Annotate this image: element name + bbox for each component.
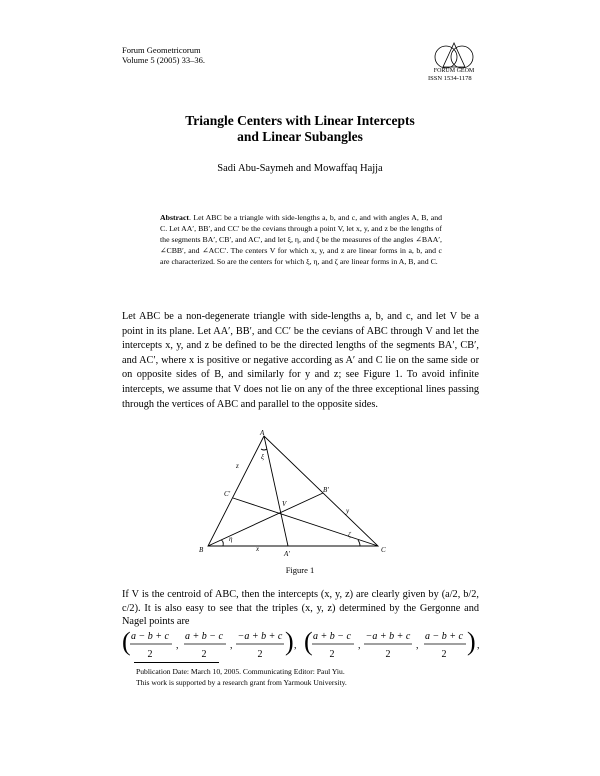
comma-t1-1: ,: [176, 640, 179, 651]
issn: ISSN 1534-1178: [428, 75, 472, 82]
paren-open-1: (: [122, 627, 131, 656]
journal-volume: Volume 5 (2005) 33–36.: [122, 55, 205, 65]
triangle-abc: [208, 436, 378, 546]
label-a-prime: A′: [284, 550, 290, 558]
t2-den-3: 2: [441, 649, 447, 660]
cevian-aa: [264, 436, 288, 546]
cevian-bb: [208, 493, 323, 546]
paren-open-2: (: [304, 627, 313, 656]
t1-num-2: a + b − c: [185, 631, 223, 642]
abstract: [160, 212, 442, 267]
label-b-prime: B′: [323, 486, 329, 494]
label-zeta: ζ: [348, 531, 351, 539]
footnote-support: This work is supported by a research grant from Yarmouk University.: [136, 678, 347, 687]
label-v: V: [282, 500, 287, 508]
t1-num-3: −a + b + c: [237, 631, 283, 642]
title-line-1: Triangle Centers with Linear Intercepts: [185, 113, 415, 128]
comma-t2-1: ,: [358, 640, 361, 651]
angle-zeta-arc: [358, 540, 360, 546]
comma-t1-2: ,: [230, 640, 233, 651]
t2-num-3: a − b + c: [425, 631, 463, 642]
t1-den-2: 2: [201, 649, 207, 660]
label-x: x: [256, 545, 260, 553]
abstract-text: . Let ABC be a triangle with side-lengths a, b, and c, and with angles A, B, and C. Let AA′, BB′, and CC′ be the cevians through a point V, let x, y, and z be the lengths of the segments BA′, CB′, and AC′, and let ξ, η, and ζ be the measures of the angles ∠BAA′, ∠CBB′, and ∠ACC′. The centers V for which x, y, and z are linear forms in a, b, and c are characterized. So are the centers for which ξ, η, and ζ are linear forms in A, B, and C.: [160, 213, 442, 266]
t1-den-1: 2: [147, 649, 153, 660]
cevian-cc: [233, 498, 378, 546]
journal-info: [122, 45, 205, 65]
label-c: C: [381, 546, 386, 554]
footnote-rule: [134, 662, 219, 663]
label-a: A: [260, 429, 265, 437]
title-line-2: and Linear Subangles: [237, 129, 363, 144]
label-y: y: [346, 507, 350, 515]
t2-num-1: a + b − c: [313, 631, 351, 642]
abstract-label: Abstract: [160, 213, 190, 222]
label-eta: η: [229, 535, 233, 543]
angle-eta-arc: [221, 540, 223, 546]
angle-xi-arc: [261, 449, 267, 450]
body-paragraph-2: If V is the centroid of ABC, then the intercepts (x, y, z) are clearly given by (a/2, b/2, c/2). It is also easy to see that the triples (x, y, z) determined by the Gergonne and Nagel points are: [122, 589, 479, 627]
paren-close-2: ): [467, 627, 476, 656]
t1-den-3: 2: [257, 649, 263, 660]
separator-comma: ,: [294, 640, 297, 651]
comma-t2-2: ,: [416, 640, 419, 651]
forum-geom-logo: [424, 41, 484, 91]
paren-close-1: ): [285, 627, 294, 656]
authors: Sadi Abu-Saymeh and Mowaffaq Hajja: [217, 163, 383, 174]
t1-num-1: a − b + c: [131, 631, 169, 642]
t2-num-2: −a + b + c: [365, 631, 411, 642]
label-xi: ξ: [261, 453, 264, 461]
label-b: B: [199, 546, 204, 554]
footnotes: [136, 666, 347, 688]
trailing-comma: ,: [477, 640, 480, 651]
t2-den-1: 2: [329, 649, 335, 660]
label-c-prime: C′: [224, 490, 231, 498]
logo-text: FORUM GEOM: [433, 68, 475, 74]
t2-den-2: 2: [385, 649, 391, 660]
label-z: z: [236, 462, 239, 470]
footnote-publication: Publication Date: March 10, 2005. Communicating Editor: Paul Yiu.: [136, 667, 345, 676]
journal-name: Forum Geometricorum: [122, 45, 201, 55]
paper-title: [0, 113, 600, 145]
body-paragraph-1: Let ABC be a non-degenerate triangle with side-lengths a, b, and c, and let V be a point in its plane. Let AA′, BB′, and CC′ be the cevians of ABC through V and let the intercepts x, y, and z be defined to be the directed lengths of the segments BA′, CB′, and AC′, where x is positive or negative according as A′ and C lie on the same side or on opposite sides of B, and similarly for y and z; see Figure 1. To avoid infinite intercepts, we assume that V does not lie on any of the three exceptional lines passing through the vertices of ABC and parallel to the opposite sides.: [122, 311, 479, 410]
figure-caption: Figure 1: [285, 565, 315, 575]
figure-1: [190, 428, 410, 563]
gergonne-nagel-formula: [122, 626, 522, 662]
